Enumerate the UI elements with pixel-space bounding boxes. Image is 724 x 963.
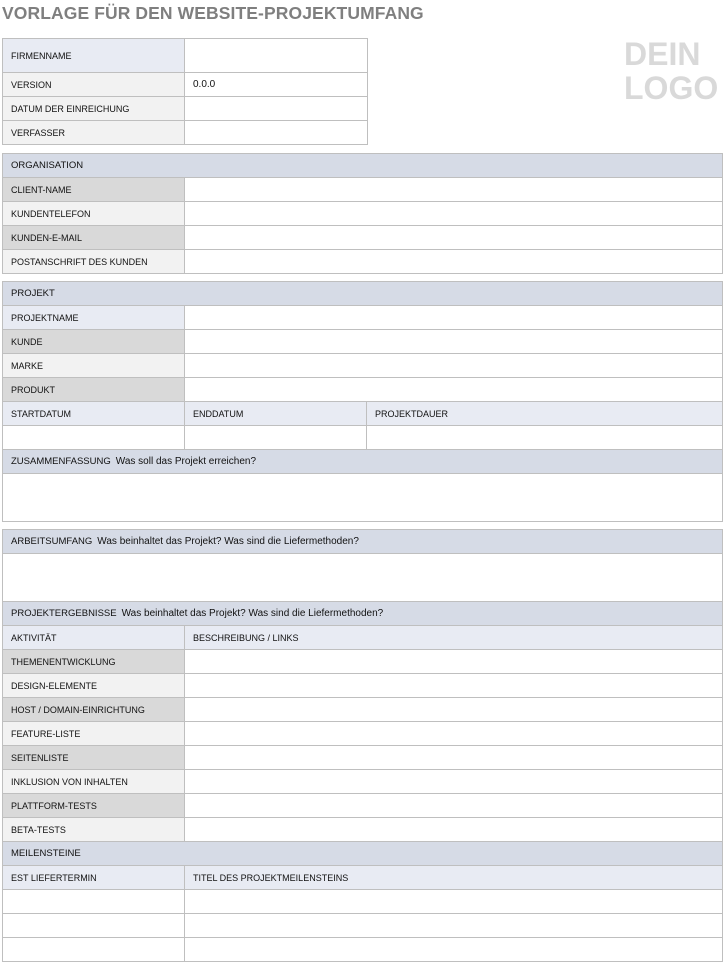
customer-label: KUNDE — [3, 330, 185, 354]
activity-feature-list: FEATURE-LISTE — [3, 722, 185, 746]
submission-date-label: DATUM DER EINREICHUNG — [3, 97, 185, 121]
activity-theme-development: THEMENENTWICKLUNG — [3, 650, 185, 674]
milestone-date-field[interactable] — [3, 890, 185, 914]
client-name-field[interactable] — [185, 178, 723, 202]
summary-header — [3, 450, 723, 474]
version-field[interactable]: 0.0.0 — [185, 73, 368, 97]
scope-question: Was beinhaltet das Projekt? Was sind die Liefermethoden? — [97, 536, 359, 547]
scope-field[interactable] — [3, 554, 723, 602]
milestone-title-field[interactable] — [185, 914, 723, 938]
brand-field[interactable] — [185, 354, 723, 378]
activity-page-list: SEITENLISTE — [3, 746, 185, 770]
project-table — [2, 281, 723, 522]
deliverables-header — [3, 602, 723, 626]
description-field[interactable] — [185, 674, 723, 698]
submission-date-field[interactable] — [185, 97, 368, 121]
description-field[interactable] — [185, 746, 723, 770]
description-field[interactable] — [185, 818, 723, 842]
product-field[interactable] — [185, 378, 723, 402]
activity-column-header: AKTIVITÄT — [3, 626, 185, 650]
description-field[interactable] — [185, 722, 723, 746]
description-field[interactable] — [185, 698, 723, 722]
project-header: PROJEKT — [3, 282, 723, 306]
client-phone-label: KUNDENTELEFON — [3, 202, 185, 226]
scope-header — [3, 530, 723, 554]
end-date-field[interactable] — [185, 426, 367, 450]
organisation-header: ORGANISATION — [3, 154, 723, 178]
logo-line-2: LOGO — [624, 70, 719, 106]
scope-table — [2, 529, 723, 962]
brand-label: MARKE — [3, 354, 185, 378]
scope-header-label: ARBEITSUMFANG — [11, 536, 93, 547]
milestones-header: MEILENSTEINE — [3, 842, 723, 866]
activity-content-inclusion: INKLUSION VON INHALTEN — [3, 770, 185, 794]
milestone-title-field[interactable] — [185, 890, 723, 914]
milestone-date-field[interactable] — [3, 914, 185, 938]
milestone-title-field[interactable] — [185, 938, 723, 962]
customer-field[interactable] — [185, 330, 723, 354]
author-field[interactable] — [185, 121, 368, 145]
client-email-label: KUNDEN-E-MAIL — [3, 226, 185, 250]
description-field[interactable] — [185, 650, 723, 674]
project-duration-field[interactable] — [367, 426, 723, 450]
client-phone-field[interactable] — [185, 202, 723, 226]
milestone-date-field[interactable] — [3, 938, 185, 962]
company-name-label: FIRMENNAME — [3, 39, 185, 73]
activity-host-domain-setup: HOST / DOMAIN-EINRICHTUNG — [3, 698, 185, 722]
info-table — [2, 38, 368, 145]
summary-header-label: ZUSAMMENFASSUNG — [11, 456, 111, 467]
deliverables-question: Was beinhaltet das Projekt? Was sind die Liefermethoden? — [121, 608, 384, 619]
organisation-table — [2, 153, 723, 274]
project-duration-label: PROJEKTDAUER — [367, 402, 723, 426]
client-name-label: CLIENT-NAME — [3, 178, 185, 202]
activity-design-elements: DESIGN-ELEMENTE — [3, 674, 185, 698]
company-name-field[interactable] — [185, 39, 368, 73]
deliverables-header-label: PROJEKTERGEBNISSE — [11, 608, 117, 619]
author-label: VERFASSER — [3, 121, 185, 145]
summary-field[interactable] — [3, 474, 723, 522]
description-column-header: BESCHREIBUNG / LINKS — [185, 626, 723, 650]
activity-platform-tests: PLATTFORM-TESTS — [3, 794, 185, 818]
version-label: VERSION — [3, 73, 185, 97]
activity-beta-tests: BETA-TESTS — [3, 818, 185, 842]
project-name-field[interactable] — [185, 306, 723, 330]
description-field[interactable] — [185, 794, 723, 818]
page-title: VORLAGE FÜR DEN WEBSITE-PROJEKTUMFANG — [2, 3, 424, 23]
logo-line-1: DEIN — [624, 36, 701, 72]
logo-placeholder — [624, 37, 724, 105]
client-address-field[interactable] — [185, 250, 723, 274]
client-email-field[interactable] — [185, 226, 723, 250]
end-date-label: ENDDATUM — [185, 402, 367, 426]
delivery-date-column-header: EST LIEFERTERMIN — [3, 866, 185, 890]
summary-question: Was soll das Projekt erreichen? — [115, 456, 257, 467]
client-address-label: POSTANSCHRIFT DES KUNDEN — [3, 250, 185, 274]
product-label: PRODUKT — [3, 378, 185, 402]
description-field[interactable] — [185, 770, 723, 794]
start-date-label: STARTDATUM — [3, 402, 185, 426]
project-name-label: PROJEKTNAME — [3, 306, 185, 330]
start-date-field[interactable] — [3, 426, 185, 450]
milestone-title-column-header: TITEL DES PROJEKTMEILENSTEINS — [185, 866, 723, 890]
